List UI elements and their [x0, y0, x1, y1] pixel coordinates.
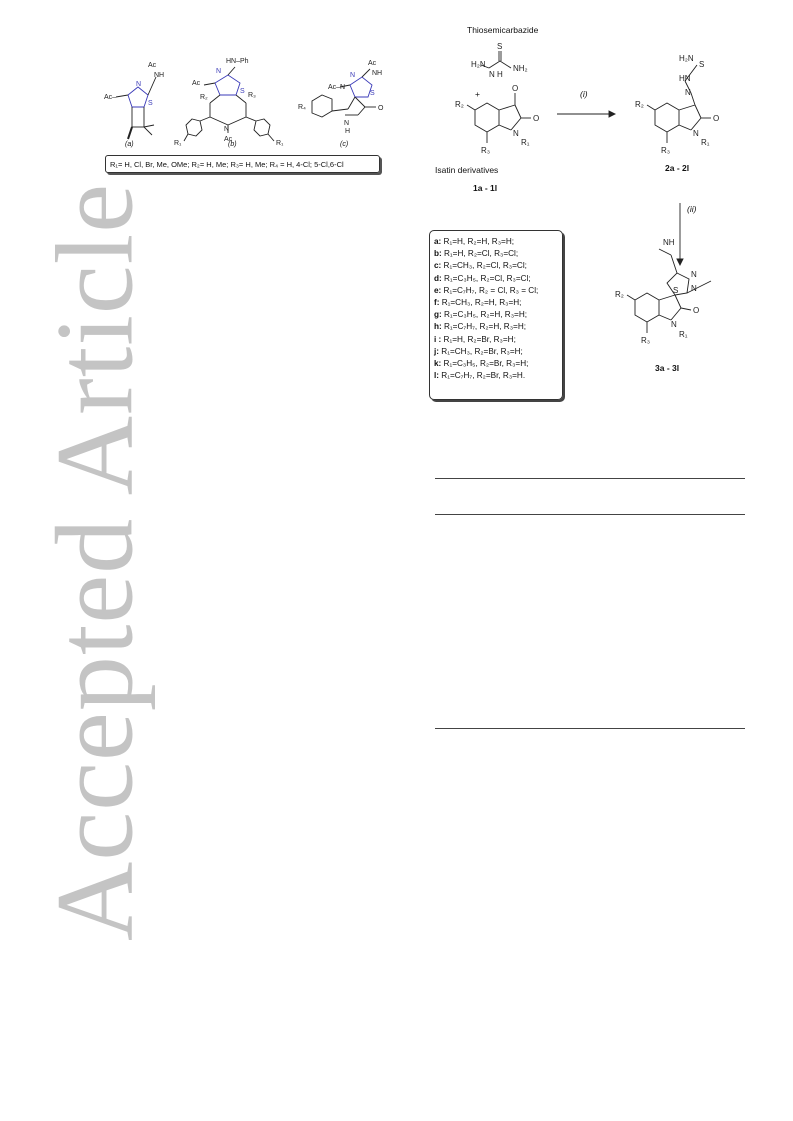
- atom-r4-c: R₄: [298, 104, 306, 111]
- atom-n-b: N: [216, 68, 222, 75]
- derivative-row-c: c: R₁=CH₃, R₂=Cl, R₃=Cl;: [434, 261, 527, 271]
- derivative-row-i: i : R₁=H, R₂=Br, R₃=H;: [434, 334, 516, 344]
- atom-h2n-tsc: H₂N: [471, 60, 486, 69]
- watermark-text: Accepted Article: [33, 182, 156, 942]
- label-b: (b): [228, 141, 237, 148]
- atom-o-c: O: [378, 105, 384, 112]
- atom-o2-isatin: O: [533, 114, 540, 123]
- table-top-rule: [435, 478, 745, 479]
- compound-1-label: 1a - 1l: [473, 183, 498, 193]
- atom-n-b2: N: [224, 126, 230, 133]
- derivative-row-j: j: R₁=CH₃, R₂=Br, R₃=H;: [434, 346, 523, 356]
- atom-hnph-b: HN–Ph: [226, 58, 249, 65]
- atom-r3-2: R₃: [661, 146, 671, 155]
- atom-n-3: N: [691, 270, 697, 279]
- label-a: (a): [125, 141, 134, 148]
- atom-o-2: O: [713, 114, 720, 123]
- atom-nh2-tsc: NH₂: [513, 64, 528, 73]
- synthesis-scheme: [415, 15, 775, 410]
- atom-hn-2: HN: [679, 74, 691, 83]
- derivative-row-a: a: R₁=H, R₂=H, R₃=H;: [434, 237, 515, 246]
- atom-nh-c: NH: [372, 70, 383, 77]
- atom-s-a: S: [148, 100, 153, 107]
- table-header-rule: [435, 514, 745, 515]
- atom-nh-a: NH: [154, 72, 165, 79]
- atom-r3-b: R₃: [248, 92, 256, 99]
- atom-r1-b2: R₁: [276, 140, 284, 147]
- reagent-label: Thiosemicarbazide: [467, 25, 539, 35]
- atom-s-3: S: [673, 286, 679, 295]
- compound-2-label: 2a - 2l: [665, 163, 690, 173]
- atom-r2-3: R₂: [615, 290, 624, 299]
- derivative-row-h: h: R₁=C₇H₇, R₂=H, R₃=H;: [434, 322, 527, 332]
- atom-ac-a2: Ac–: [104, 94, 117, 101]
- atom-n3-3: N: [671, 320, 677, 329]
- derivative-row-d: d: R₁=C₃H₅, R₂=Cl, R₃=Cl;: [434, 273, 531, 283]
- derivative-row-k: k: R₁=C₃H₅, R₂=Br, R₃=H;: [434, 359, 529, 369]
- atom-n-c: N: [350, 72, 356, 79]
- step-ii-label: (ii): [687, 204, 697, 214]
- label-c: (c): [340, 141, 349, 148]
- atom-n2-2: N: [693, 129, 699, 138]
- derivative-row-b: b: R₁=H, R₂=Cl, R₃=Cl;: [434, 249, 519, 259]
- atom-n2-3: N: [691, 284, 697, 293]
- atom-r2-2: R₂: [635, 100, 644, 109]
- atom-ac-c1: Ac: [368, 60, 377, 67]
- atom-s-b: S: [240, 88, 245, 95]
- atom-ac-b: Ac: [192, 80, 201, 87]
- atom-nh-3: NH: [663, 238, 675, 247]
- derivative-row-f: f: R₁=CH₃, R₂=H, R₃=H;: [434, 298, 522, 308]
- atom-o-3: O: [693, 306, 700, 315]
- atom-n-isatin: N: [513, 129, 519, 138]
- atom-r3-isatin: R₃: [481, 146, 491, 155]
- atom-ac-c2: Ac–N: [328, 84, 346, 91]
- structures-drawing: [100, 55, 385, 155]
- atom-n-a: N: [136, 81, 142, 88]
- derivative-row-e: e: R₁=C₇H₇, R₂ = Cl, R₃ = Cl;: [434, 285, 539, 295]
- atom-r1-2: R₁: [701, 138, 710, 147]
- compound-3-label: 3a - 3l: [655, 363, 680, 373]
- atom-s-2: S: [699, 60, 705, 69]
- atom-r1-isatin: R₁: [521, 138, 530, 147]
- step-i-label: (i): [580, 89, 588, 99]
- atom-s-c: S: [370, 90, 375, 97]
- atom-n-2: N: [685, 88, 691, 97]
- isatin-label: Isatin derivatives: [435, 165, 499, 175]
- atom-h-c: N: [344, 120, 350, 127]
- derivative-row-g: g: R₁=C₃H₅, R₂=H, R₃=H;: [434, 310, 528, 320]
- atom-r3-3: R₃: [641, 336, 651, 345]
- atom-h2-c: H: [345, 128, 351, 135]
- substituent-box: R₁= H, Cl, Br, Me, OMe; R₂= H, Me; R₃= H, Me; R₄ = H, 4-Cl; 5-Cl,6-Cl: [105, 155, 380, 173]
- atom-h2n-2: H₂N: [679, 54, 694, 63]
- atom-ac-b2: Ac: [224, 136, 233, 143]
- atom-r1-3: R₁: [679, 330, 688, 339]
- atom-ac-a1: Ac: [148, 62, 157, 69]
- atom-r2-b: R₂: [200, 94, 208, 101]
- atom-r2-isatin: R₂: [455, 100, 464, 109]
- figure-1-structures: [100, 55, 385, 180]
- atom-nh-tsc: N H: [489, 70, 503, 79]
- table-bottom-rule: [435, 728, 745, 729]
- derivative-row-l: l: R₁=C₇H₇, R₂=Br, R₃=H.: [434, 371, 526, 381]
- atom-o1-isatin: O: [512, 84, 519, 93]
- atom-r1-b1: R₁: [174, 140, 182, 147]
- derivatives-box: [429, 230, 563, 400]
- plus-sign: +: [475, 89, 480, 99]
- atom-s-tsc: S: [497, 42, 503, 51]
